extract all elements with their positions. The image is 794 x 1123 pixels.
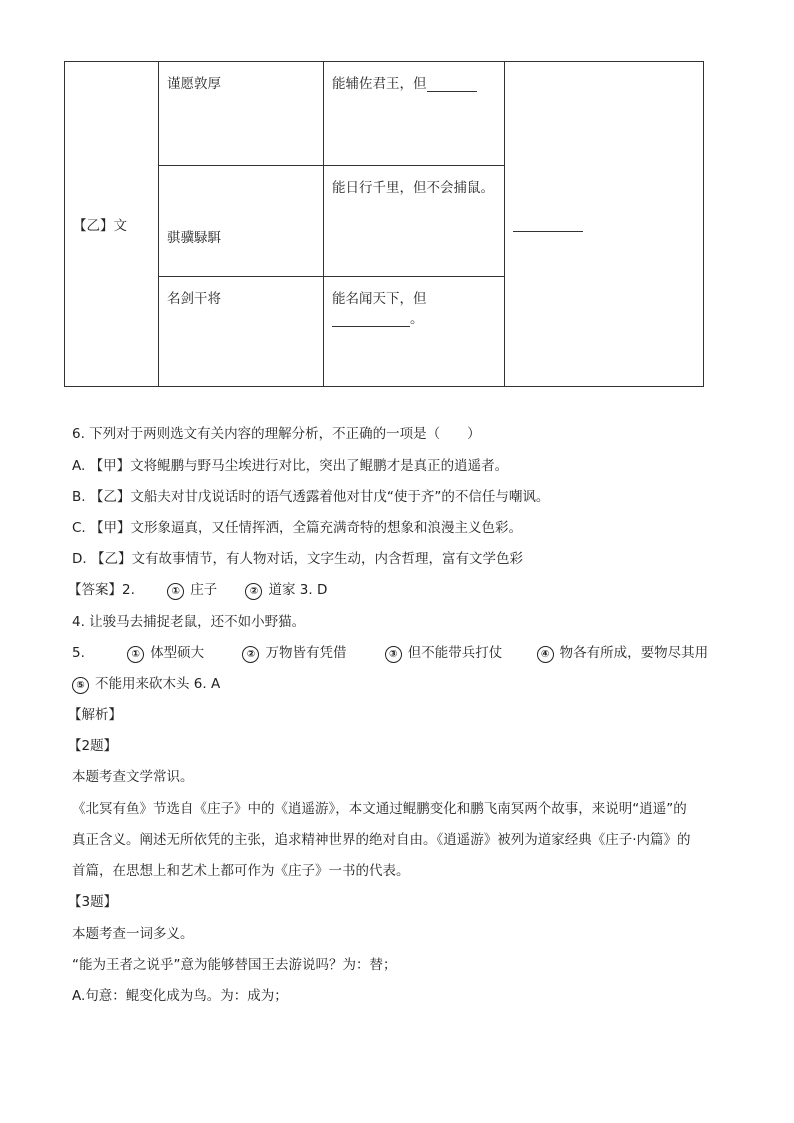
q3-intro: 本题考查一词多义。 [72, 926, 194, 942]
answer-line: 【答案】2. ① 庄子 ② 道家 3. D [68, 582, 328, 598]
circled-number: ① [127, 646, 144, 663]
fill-blank[interactable] [513, 217, 583, 232]
answer-line-5b: ⑤ 不能用来砍木头 6. A [72, 675, 220, 694]
table-cell-name: 名剑干将 [159, 277, 324, 387]
question-stem: 6. 下列对于两则选文有关内容的理解分析，不正确的一项是（ ） [72, 426, 481, 442]
table-cell-desc: 能辅佐君王，但 [324, 62, 505, 166]
table-cell-desc: 能名闻天下，但。 [324, 277, 505, 387]
q2-text: 《北冥有鱼》节选自《庄子》中的《逍遥游》，本文通过鲲鹏变化和鹏飞南冥两个故事，来说明“逍遥”的 [72, 801, 687, 817]
answer-line-4: 4. 让骏马去捕捉老鼠，还不如小野猫。 [72, 614, 306, 630]
q2-text: 首篇，在思想上和艺术上都可作为《庄子》一书的代表。 [72, 863, 410, 879]
circled-number: ③ [385, 646, 402, 663]
q3-text: “能为王者之说乎”意为能够替国王去游说吗？为：替； [72, 957, 397, 973]
table-cell-name: 谨愿敦厚 [159, 62, 324, 166]
row-label: 【乙】文 [65, 62, 159, 387]
circled-number: ② [242, 646, 259, 663]
table-cell-name: 骐骥騄駬 [159, 166, 324, 277]
circled-number: ⑤ [72, 677, 89, 694]
table-cell-desc: 能日行千里，但不会捕鼠。 [324, 166, 505, 277]
analysis-heading: 【解析】 [68, 707, 122, 723]
option-d: D. 【乙】文有故事情节，有人物对话，文字生动，内含哲理，富有文学色彩 [72, 551, 523, 567]
fill-blank[interactable] [427, 77, 477, 92]
option-c: C. 【甲】文形象逼真，又任情挥洒，全篇充满奇特的想象和浪漫主义色彩。 [72, 520, 523, 536]
q3-heading: 【3题】 [68, 894, 118, 910]
circled-number: ④ [537, 646, 554, 663]
option-b: B. 【乙】文船夫对甘戊说话时的语气透露着他对甘戊“使于齐”的不信任与嘲讽。 [72, 489, 550, 505]
q2-intro: 本题考查文学常识。 [72, 769, 194, 785]
comparison-table [64, 61, 703, 386]
answer-cell [505, 62, 704, 387]
option-a: A. 【甲】文将鲲鹏与野马尘埃进行对比，突出了鲲鹏才是真正的逍遥者。 [72, 458, 509, 474]
answer-line-5: 5. ① 体型硕大 ② 万物皆有凭借 ③ 但不能带兵打仗 ④ 物各有所成，要物尽其用 [72, 645, 709, 661]
circled-number: ② [245, 583, 262, 600]
q2-heading: 【2题】 [68, 738, 118, 754]
circled-number: ① [167, 583, 184, 600]
q3-text: A.句意：鲲变化成为鸟。为：成为； [72, 988, 288, 1004]
q2-text: 真正含义。阐述无所依凭的主张，追求精神世界的绝对自由。《逍遥游》被列为道家经典《庄子·内篇》的 [72, 832, 691, 848]
fill-blank[interactable] [332, 312, 410, 327]
